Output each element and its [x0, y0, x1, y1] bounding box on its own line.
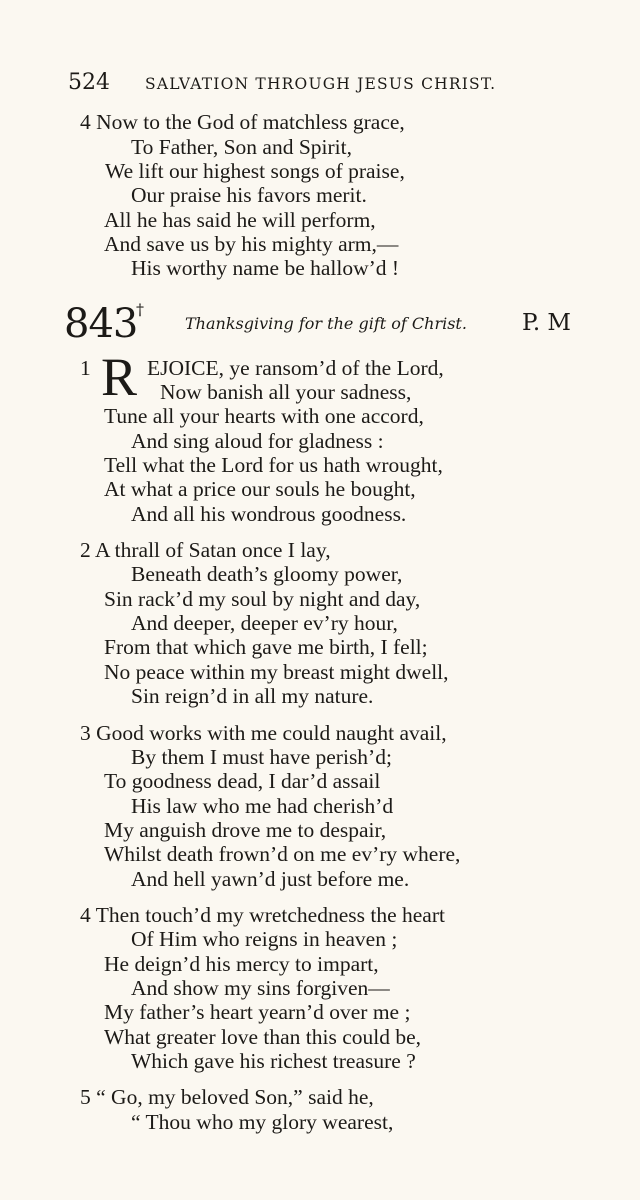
verse-line: Tell what the Lord for us hath wrought,	[104, 453, 443, 477]
verse-line: And all his wondrous goodness.	[131, 502, 407, 526]
prev-hymn-line: His worthy name be hallow’d !	[131, 256, 400, 280]
verse-line: Sin reign’d in all my nature.	[131, 684, 374, 708]
verse-line: Of Him who reigns in heaven ;	[131, 927, 398, 951]
verse-line: Beneath death’s gloomy power,	[131, 562, 403, 586]
verse-line: And sing aloud for gladness :	[131, 429, 384, 453]
verse-line: And deeper, deeper ev’ry hour,	[131, 611, 398, 635]
verse-line: And show my sins forgiven—	[131, 976, 390, 1000]
prev-hymn-line: All he has said he will perform,	[104, 208, 376, 232]
verse-line: Which gave his richest treasure ?	[131, 1049, 416, 1073]
verse-line: Tune all your hearts with one accord,	[104, 404, 424, 428]
verse-line: EJOICE, ye ransom’d of the Lord,	[147, 356, 444, 380]
verse-line: 2 A thrall of Satan once I lay,	[80, 538, 331, 562]
hymn-title: Thanksgiving for the gift of Christ.	[185, 314, 467, 333]
verse-line: “ Thou who my glory wearest,	[131, 1110, 394, 1134]
drop-cap: R	[101, 347, 138, 407]
verse-line: 3 Good works with me could naught avail,	[80, 721, 447, 745]
verse-line: From that which gave me birth, I fell;	[104, 635, 428, 659]
running-title: SALVATION THROUGH JESUS CHRIST.	[145, 75, 497, 93]
verse-line: Now banish all your sadness,	[160, 380, 412, 404]
verse-line: No peace within my breast might dwell,	[104, 660, 449, 684]
verse-line: And hell yawn’d just before me.	[131, 867, 410, 891]
prev-hymn-line: To Father, Son and Spirit,	[131, 135, 352, 159]
verse-line: His law who me had cherish’d	[131, 794, 394, 818]
verse-line: He deign’d his mercy to impart,	[104, 952, 379, 976]
verse-line: At what a price our souls he bought,	[104, 477, 416, 501]
hymn-heading	[64, 302, 584, 346]
prev-hymn-line: Our praise his favors merit.	[131, 183, 367, 207]
hymn-meter: P. M	[522, 310, 571, 336]
verse-line: What greater love than this could be,	[104, 1025, 422, 1049]
verse-line: Sin rack’d my soul by night and day,	[104, 587, 421, 611]
prev-hymn-line: 4 Now to the God of matchless grace,	[80, 110, 405, 134]
verse-line: 4 Then touch’d my wretchedness the heart	[80, 903, 445, 927]
verse-line: By them I must have perish’d;	[131, 745, 392, 769]
prev-hymn-line: We lift our highest songs of praise,	[105, 159, 405, 183]
verse-line: My father’s heart yearn’d over me ;	[104, 1000, 411, 1024]
hymn-number: 843	[64, 301, 138, 347]
verse-line: Whilst death frown’d on me ev’ry where,	[104, 842, 461, 866]
verse-line: To goodness dead, I dar’d assail	[104, 769, 381, 793]
verse-line: 5 “ Go, my beloved Son,” said he,	[80, 1085, 374, 1109]
verse-number: 1	[80, 356, 91, 380]
prev-hymn-line: And save us by his mighty arm,—	[104, 232, 399, 256]
page-header	[68, 70, 558, 100]
verse-line: My anguish drove me to despair,	[104, 818, 387, 842]
dagger-mark: †	[136, 300, 144, 319]
page-number: 524	[68, 70, 110, 95]
